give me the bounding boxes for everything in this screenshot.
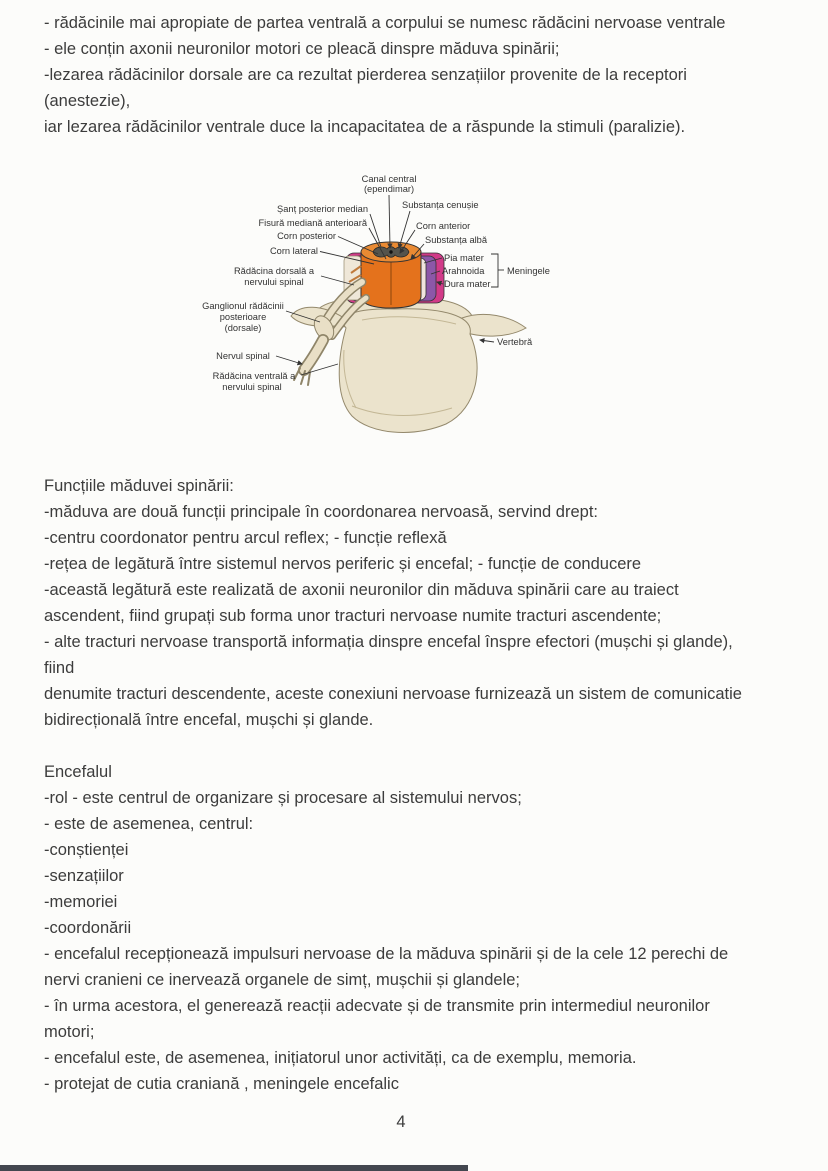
label-fisura-mediana: Fisură mediană anterioară — [258, 218, 367, 228]
label-sant-posterior: Șanț posterior median — [277, 204, 368, 214]
text-line: -centru coordonator pentru arcul reflex; - funcție reflexă — [44, 529, 447, 547]
text-line: iar lezarea rădăcinilor ventrale duce la incapacitatea de a răspunde la stimuli (paralizie). — [44, 118, 686, 136]
label-corn-anterior: Corn anterior — [416, 221, 471, 231]
text-line: -rol - este centrul de organizare și procesare al sistemului nervos; — [44, 789, 522, 807]
text-line: - ele conțin axonii neuronilor motori ce pleacă dinspre măduva spinării; — [44, 40, 560, 58]
functions-section — [44, 473, 758, 733]
leader-canal-central — [389, 195, 390, 248]
label-canal-central: Canal central — [361, 174, 417, 184]
text-line: -senzațiilor — [44, 867, 124, 885]
text-line: -coordonării — [44, 919, 132, 937]
label-ganglion-2: posterioare — [219, 312, 267, 322]
label-canal-central-2: (ependimar) — [363, 184, 415, 194]
text-line: -conștienței — [44, 841, 129, 859]
label-substanta-cenusie: Substanța cenușie — [402, 200, 479, 210]
text-line: - în urma acestora, el generează reacții adecvate și de transmite prin intermediul neuronilor motori; — [44, 997, 710, 1041]
label-arahnoida: Arahnoida — [442, 266, 485, 276]
text-line: -măduva are două funcții principale în coordonarea nervoasă, servind drept: — [44, 503, 598, 521]
spinal-cord-diagram-svg — [194, 170, 734, 442]
label-radacina-ventrala-2: nervului spinal — [222, 382, 282, 392]
label-corn-lateral: Corn lateral — [269, 246, 318, 256]
text-line: denumite tracturi descendente, aceste conexiuni nervoase furnizează un sistem de comunicatie bidirecțională între encefal, mușchi și glande. — [44, 685, 742, 729]
section-title: Funcțiile măduvei spinării: — [44, 477, 234, 495]
page-number: 4 — [396, 1113, 406, 1131]
label-dura-mater: Dura mater — [444, 279, 491, 289]
text-line: - protejat de cutia craniană , meningele encefalic — [44, 1075, 399, 1093]
encephalon-section — [44, 759, 758, 1097]
label-vertebra: Vertebră — [497, 337, 533, 347]
text-line: - rădăcinile mai apropiate de partea ventrală a corpului se numesc rădăcini nervoase ventrale — [44, 14, 726, 32]
text-line: - encefalul este, de asemenea, inițiatorul unor activități, ca de exemplu, memoria. — [44, 1049, 637, 1067]
label-meningele: Meningele — [507, 266, 550, 276]
vertebral-body — [339, 309, 477, 433]
right-transverse-process — [462, 314, 526, 336]
text-line: -lezarea rădăcinilor dorsale are ca rezultat pierderea senzațiilor provenite de la receptori (anestezie), — [44, 66, 687, 110]
intro-paragraph — [44, 10, 758, 140]
label-corn-posterior: Corn posterior — [277, 231, 336, 241]
label-ganglion-3: (dorsale) — [224, 323, 262, 333]
leader-substanta-cenusie — [399, 211, 410, 248]
leader-nervul-spinal — [276, 356, 302, 364]
label-radacina-ventrala: Rădăcina ventrală a — [212, 371, 296, 381]
section-title: Encefalul — [44, 763, 112, 781]
leader-vertebra — [480, 340, 494, 342]
text-line: -rețea de legătură între sistemul nervos periferic și encefal; - funcție de conducere — [44, 555, 642, 573]
text-line: -memoriei — [44, 893, 118, 911]
meningele-bracket — [491, 254, 498, 287]
text-line: - encefalul recepționează impulsuri nervoase de la măduva spinării și de la cele 12 perechi de nervi cranieni ce inervează organele de simț, mușchii și glandele; — [44, 945, 729, 989]
text-line: -această legătură este realizată de axonii neuronilor din măduva spinării care au traiect ascendent, fiind grupați sub forma unor tracturi nervoase numite tracturi ascendente; — [44, 581, 679, 625]
text-line: - este de asemenea, centrul: — [44, 815, 254, 833]
label-radacina-dorsala: Rădăcina dorsală a — [233, 266, 315, 276]
label-ganglion: Ganglionul rădăcinii — [202, 301, 284, 311]
central-canal-dot — [389, 250, 392, 253]
spinal-cord-diagram — [194, 170, 758, 447]
label-radacina-dorsala-2: nervului spinal — [244, 277, 304, 287]
next-page-edge — [0, 1165, 468, 1171]
label-nervul-spinal: Nervul spinal — [216, 351, 270, 361]
label-pia-mater: Pia mater — [444, 253, 484, 263]
text-line: - alte tracturi nervoase transportă informația dinspre encefal înspre efectori (mușchi și glande), fiind — [44, 633, 733, 677]
label-substanta-alba: Substanța albă — [425, 235, 488, 245]
leader-sant-posterior — [370, 214, 381, 247]
